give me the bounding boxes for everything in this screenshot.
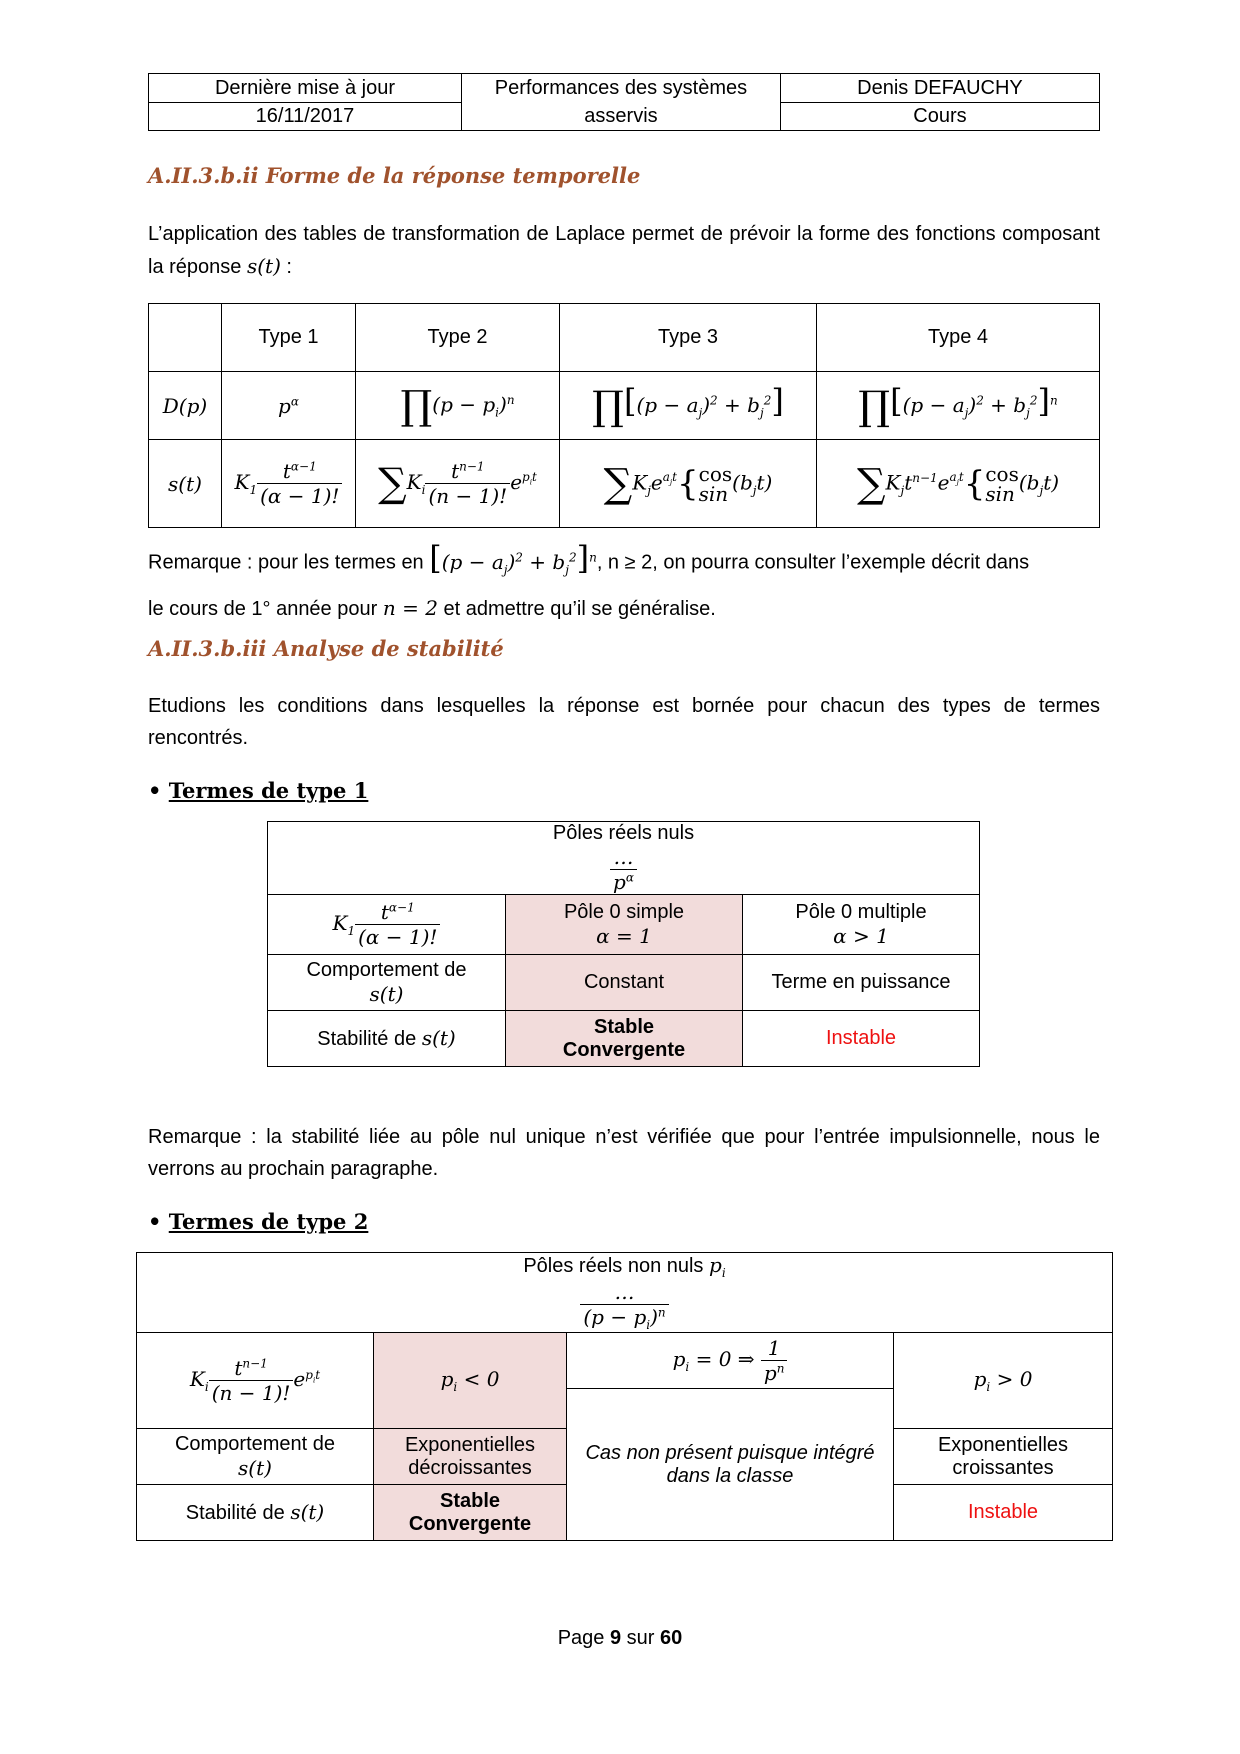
type2-title-text: Pôles réels non nuls xyxy=(523,1255,704,1277)
type1-title-fraction: $\frac{\dots}{p^\alpha}$ xyxy=(610,845,637,894)
type1-table xyxy=(267,821,980,1067)
bullet-icon: • xyxy=(148,1209,162,1234)
type2-stability-text: Stabilité de xyxy=(185,1502,285,1525)
response-type-3: $\sum K_je^{a_jt}\{\cos$ $\sin (b_jt)$ xyxy=(560,440,817,528)
last-update-label: Dernière mise à jour xyxy=(149,74,462,103)
remark1-formula: $[(p - a_j)^2 + b_j^2]^n$ xyxy=(429,538,597,577)
type2-stable: Stable xyxy=(439,1489,501,1512)
type2-behaviour-neg-2: décroissantes xyxy=(408,1456,532,1479)
type1-heading xyxy=(148,778,368,803)
type1-table-title xyxy=(268,822,980,895)
remark1-part2: , n ≥ 2, on pourra consulter l’exemple décrit dans xyxy=(596,551,1030,574)
type2-term: $K_i$ $\frac{t^{n-1}}{(n - 1)!}$ $e^{p_it}$ xyxy=(137,1333,374,1429)
type2-behaviour-negative xyxy=(374,1429,567,1485)
type2-behaviour-var: s(t) xyxy=(238,1456,272,1481)
section-title-response-form: A.II.3.b.ii Forme de la réponse temporelle xyxy=(148,163,641,188)
type2-col-positive: $p_i > 0$ xyxy=(894,1333,1113,1429)
document-type: Cours xyxy=(780,102,1099,131)
intro-text: L’application des tables de transformation de Laplace permet de prévoir la forme des fonctions composant la réponse xyxy=(148,223,1100,278)
type2-behaviour-label xyxy=(137,1429,374,1485)
type-1-header: Type 1 xyxy=(222,304,356,372)
type1-behaviour-text: Comportement de xyxy=(306,959,467,981)
type1-dots: … xyxy=(613,845,634,869)
section2-intro: Etudions les conditions dans lesquelles la réponse est bornée pour chacun des types de termes rencontrés. xyxy=(148,695,1100,749)
intro-end: : xyxy=(280,256,292,278)
response-type-2: $\sum K_i$ $\frac{t^{n-1}}{(n - 1)!}$ $e^{p_it}$ xyxy=(356,440,560,528)
type1-stability-simple xyxy=(506,1011,743,1067)
type1-behaviour-var: s(t) xyxy=(369,982,404,1006)
type1-col-multiple xyxy=(743,895,980,955)
page-footer xyxy=(0,1627,1240,1650)
type2-stability-negative xyxy=(374,1485,567,1541)
footer-page-label: Page xyxy=(557,1627,605,1649)
type2-table-title xyxy=(137,1253,1113,1333)
response-type-1: $K_1$ $\frac{t^{\alpha-1}}{(\alpha - 1)!}$ xyxy=(222,440,356,528)
type2-col-zero: $p_i = 0$ ⇒ $\frac{1}{p^n}$ xyxy=(567,1333,894,1389)
type1-stable: Stable xyxy=(593,1015,655,1038)
type1-behaviour-simple: Constant xyxy=(506,955,743,1011)
type-4-header: Type 4 xyxy=(817,304,1100,372)
denominator-type-4: ∏[(p − $a_j)^2 + b_j^2]^n$ xyxy=(817,372,1100,440)
type2-stability-label xyxy=(137,1485,374,1541)
type2-title-fraction: $\frac{\dots}{(p - p_i)^n}$ xyxy=(580,1280,668,1332)
remark1-line2b: et admettre qu’il se généralise. xyxy=(443,597,716,620)
type1-stability-var: s(t) xyxy=(421,1026,456,1050)
document-title: Performances des systèmes asservis xyxy=(461,74,780,131)
response-type-4: $\sum K_jt^{n-1}e^{a_jt}\{\cos$ $\sin (b_jt)$ xyxy=(817,440,1100,528)
type2-col-negative: $p_i < 0$ xyxy=(374,1333,567,1429)
type1-col-simple-cond: α = 1 xyxy=(596,924,652,948)
author: Denis DEFAUCHY xyxy=(780,74,1099,103)
type2-convergent: Convergente xyxy=(408,1512,532,1535)
remark1-line2a: le cours de 1° année pour xyxy=(148,597,378,620)
types-table xyxy=(148,303,1100,528)
denominator-type-1: $p^\alpha$ xyxy=(222,372,356,440)
type1-col-simple xyxy=(506,895,743,955)
type1-convergent: Convergente xyxy=(562,1038,686,1061)
type-2-header: Type 2 xyxy=(356,304,560,372)
type2-dots: … xyxy=(614,1280,635,1304)
type1-col-simple-label: Pôle 0 simple xyxy=(563,901,685,923)
types-corner-cell xyxy=(149,304,222,372)
section1-intro xyxy=(148,218,1100,283)
type1-stability-text: Stabilité de xyxy=(317,1028,417,1050)
footer-separator: sur xyxy=(626,1627,655,1649)
footer-page-number: 9 xyxy=(609,1627,622,1649)
type1-term: $K_1$ $\frac{t^{\alpha-1}}{(\alpha - 1)!}$ xyxy=(268,895,506,955)
type1-title-text: Pôles réels nuls xyxy=(552,822,695,844)
type1-behaviour-label xyxy=(268,955,506,1011)
type2-stability-positive: Instable xyxy=(894,1485,1113,1541)
header-table xyxy=(148,73,1100,131)
type2-behaviour-neg-1: Exponentielles xyxy=(404,1433,536,1456)
denominator-type-2: ∏(p − $p_i)^n$ xyxy=(356,372,560,440)
update-date: 16/11/2017 xyxy=(149,102,462,131)
row-label-response: s(t) xyxy=(149,440,222,528)
type-3-header: Type 3 xyxy=(560,304,817,372)
remark-type4 xyxy=(148,538,1100,628)
type2-heading xyxy=(148,1209,368,1234)
remark1-line2-var: n = 2 xyxy=(382,595,438,620)
type1-col-multiple-cond: α > 1 xyxy=(833,924,889,948)
intro-var: s(t) xyxy=(246,254,281,278)
row-label-denominator: D(p) xyxy=(149,372,222,440)
type2-behaviour-pos-1: Exponentielles xyxy=(937,1433,1069,1456)
type2-not-present: Cas non présent puisque intégré dans la classe xyxy=(567,1389,894,1541)
remark1-part1: Remarque : pour les termes en xyxy=(148,551,424,574)
type2-heading-text: Termes de type 2 xyxy=(168,1209,369,1234)
footer-total-pages: 60 xyxy=(660,1627,683,1649)
type1-stability-label xyxy=(268,1011,506,1067)
type1-behaviour-multiple: Terme en puissance xyxy=(743,955,980,1011)
type2-title-line: Pôles réels non nuls $p_i$ xyxy=(523,1253,726,1280)
type2-behaviour-pos-2: croissantes xyxy=(952,1456,1054,1479)
type2-behaviour-text: Comportement de xyxy=(174,1433,336,1456)
type1-heading-text: Termes de type 1 xyxy=(168,778,369,803)
type2-table xyxy=(136,1252,1113,1541)
denominator-type-3: ∏[(p − $a_j)^2 + b_j^2$] xyxy=(560,372,817,440)
type1-stability-multiple: Instable xyxy=(743,1011,980,1067)
bullet-icon: • xyxy=(148,778,162,803)
type2-stability-var: s(t) xyxy=(290,1500,325,1525)
type1-col-multiple-label: Pôle 0 multiple xyxy=(795,901,927,923)
type2-behaviour-positive xyxy=(894,1429,1113,1485)
remark-impulse: Remarque : la stabilité liée au pôle nul unique n’est vérifiée que pour l’entrée impulsionnelle, nous le verrons au prochain paragraphe. xyxy=(148,1126,1100,1180)
section-title-stability: A.II.3.b.iii Analyse de stabilité xyxy=(148,636,504,661)
